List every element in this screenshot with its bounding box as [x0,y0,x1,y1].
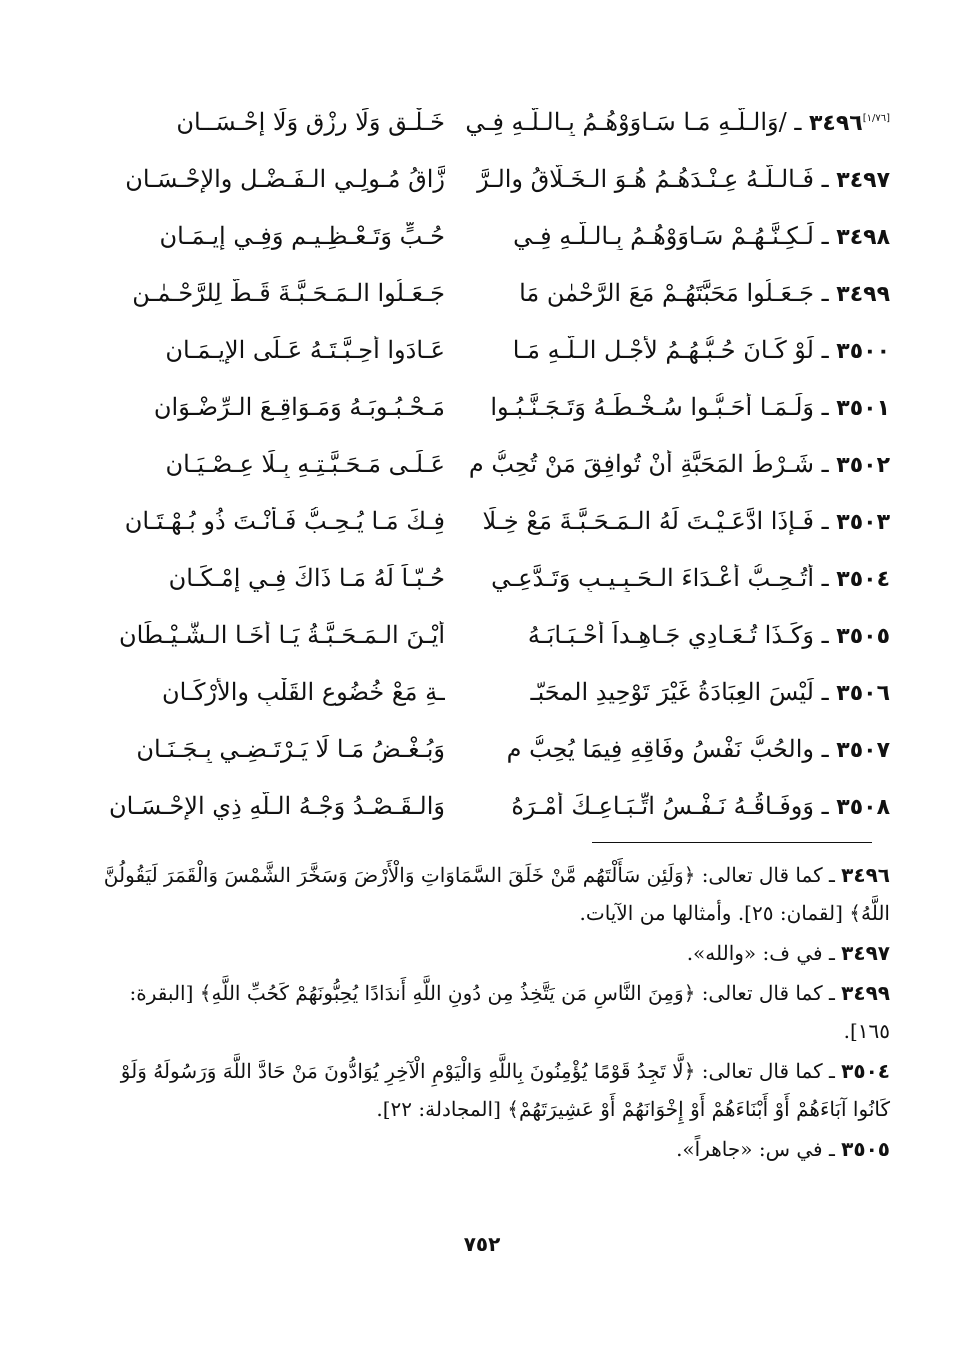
footnote-number: ٣٤٩٧ [841,941,890,965]
poem-verses [70,102,890,843]
footnote: ٣٤٩٦ ـ كما قال تعالى: ﴿وَلَئِن سَأَلْتَهُم مَّنْ خَلَقَ السَّمَاوَاتِ وَالْأَرْضَ وَسَخَّرَ الشَّمْسَ وَالْقَمَرَ لَيَقُولُنَّ اللَّهُ﴾ [لقمان: ٢٥]. وأمثالها من الآيات. [103,863,890,925]
verse-line [70,273,890,330]
first-hemistich: ٣٥٠٤ ـ أَتُـحِـبُّ أَعْـدَاءَ الـحَـبِـيـبِ وَتَـدَّعِـي [491,564,890,592]
footnote-number: ٣٤٩٦ [841,863,890,887]
first-hemistich: ٣٥٠١ ـ وَلَـمَـا أَحَـبُّـوا سُـخْـطَـهُ وَتَـجَـنَّـبُـوا [490,393,890,421]
second-hemistich: عَـلَـى مَـحَـبَّـتِـهِ بِـلَا عِـصْـيَـانِ [165,450,445,478]
footnote-number: ٣٥٠٤ [841,1059,890,1083]
second-hemistich: عَـادَوا أَحِـبَّـتَـهُ عَـلَى الإِيـمَـانِ [165,336,445,364]
first-hemistich-text: /وَالـلَّـهِ مَـا سَـاوَوْهُـمُ بِـالـلَّـهِ فِـي [465,108,787,136]
verse-number: ٣٥٠٤ [836,567,890,592]
first-hemistich: ٣٥٠٢ ـ شَـرْطُ المَحَبَّةِ أَنْ تُوافِقَ مَنْ تُحِبُّ م [468,450,890,478]
footnote-text: في س: «جاهراً». [676,1137,823,1161]
second-hemistich: وَبُـغْـضُ مَـا لَا يَـرْتَـضِـي بِـجَـنَـانِ [136,735,445,763]
verse-line [70,729,890,786]
first-hemistich-text: وَكَـذَا تُـعَـادِي جَـاهِـداً أَحْـبَـابَـهُ [527,621,814,649]
first-hemistich-text: فَـالـلَّـهُ عِـنْـدَهُـمُ هُـوَ الـخَـلَّاقُ والـرَّ [477,165,814,193]
verse-line [70,102,890,159]
footnote-number: ٣٤٩٩ [841,981,890,1005]
first-hemistich: ٣٤٩٩ ـ جَـعَـلُوا مَحَبَّتَهُـمْ مَعَ الرَّحْمٰنِ مَا [519,279,890,307]
verse-line [70,672,890,729]
footnote-number: ٣٥٠٥ [841,1137,890,1161]
first-hemistich: ٣٥٠٦ ـ لَيْسَ العِبَادَةُ غَيْرَ تَوْحِيدِ المحَبّـ [530,678,890,706]
verse-number: ٣٤٩٦ [808,111,863,136]
footnote-text: كما قال تعالى: ﴿وَمِنَ النَّاسِ مَن يَتَّخِذُ مِن دُونِ اللَّهِ أَندَادًا يُحِبُّونَهُمْ كَحُبِّ اللَّهِ﴾ [البقرة: ١٦٥]. [129,981,890,1043]
verse-line [70,558,890,615]
manuscript-reference: [١/٧٦] [862,113,890,124]
second-hemistich: خَـلْـقٍ وَلَا رِزْقٍ وَلَا إِحْـسَــانِ [176,108,445,136]
second-hemistich: جَـعَـلُوا الـمَـحَـبَّـةَ قَـطُّ لِلرَّحْـمٰـنِ [132,279,445,307]
first-hemistich-text: أَتُـحِـبُّ أَعْـدَاءَ الـحَـبِـيـبِ وَتَـدَّعِـي [491,564,814,592]
first-hemistich: ٣٤٩٧ ـ فَـالـلَّـهُ عِـنْـدَهُـمُ هُـوَ الـخَـلَّاقُ والـرَّ [477,165,890,193]
footnote-divider [592,842,872,843]
footnote: ٣٥٠٥ ـ في س: «جاهراً». [676,1137,890,1161]
second-hemistich: زَّاقُ مُـولِـي الـفَـضْـلِ والإِحْـسَـانِ [125,165,445,193]
first-hemistich: [١/٧٦]٣٤٩٦ ـ /وَالـلَّـهِ مَـا سَـاوَوْهُـمُ بِـالـلَّـهِ فِـي [465,108,890,136]
first-hemistich-text: وَلَـمَـا أَحَـبُّـوا سُـخْـطَـهُ وَتَـجَـنَّـبُـوا [490,393,814,421]
verse-number: ٣٥٠٢ [836,453,890,478]
verse-line [70,330,890,387]
first-hemistich: ٣٤٩٨ ـ لَـكِـنَّـهُـمْ سَـاوَوْهُـمُ بِـالـلَّـهِ فِـي [513,222,890,250]
verse-number: ٣٥٠٦ [836,681,890,706]
second-hemistich: مَـحْـبُـوبَـهُ وَمَـوَاقِـعَ الـرِّضْـوَانِ [153,393,445,421]
first-hemistich-text: لَـكِـنَّـهُـمْ سَـاوَوْهُـمُ بِـالـلَّـهِ فِـي [513,222,814,250]
verse-number: ٣٤٩٨ [836,225,890,250]
verse-line [70,159,890,216]
footnote-text: كما قال تعالى: ﴿وَلَئِن سَأَلْتَهُم مَّنْ خَلَقَ السَّمَاوَاتِ وَالْأَرْضَ وَسَخَّرَ الشَّمْسَ وَالْقَمَرَ لَيَقُولُنَّ اللَّهُ﴾ [لقمان: ٢٥]. وأمثالها من الآيات. [103,863,890,925]
footnotes [78,856,890,1170]
footnote: ٣٥٠٤ ـ كما قال تعالى: ﴿لَّا تَجِدُ قَوْمًا يُؤْمِنُونَ بِاللَّهِ وَالْيَوْمِ الْآخِرِ يُوَادُّونَ مَنْ حَادَّ اللَّهَ وَرَسُولَهُ وَلَوْ كَانُوا آبَاءَهُمْ أَوْ أَبْنَاءَهُمْ أَوْ إِخْوَانَهُمْ أَوْ عَشِيرَتَهُمْ﴾ [المجادلة: ٢٢]. [120,1059,890,1121]
first-hemistich: ٣٥٠٨ ـ وَوِفَـاقُـهُ نَـفْـسُ اتِّـبَـاعِـكَ أَمْـرَهُ [511,792,890,820]
first-hemistich: ٣٥٠٧ ـ والحُبُّ نَفْسُ وِفَاقِهِ فِيمَا يُحِبُّ م [506,735,890,763]
first-hemistich-text: والحُبُّ نَفْسُ وِفَاقِهِ فِيمَا يُحِبُّ م [506,735,814,763]
page-number: ٧٥٢ [463,1232,501,1256]
verse-line [70,786,890,843]
second-hemistich: حُـبّـاً لَهُ مَـا ذَاكَ فِـي إِمْـكَـانِ [168,564,445,592]
verse-number: ٣٥٠٣ [836,510,890,535]
verse-line [70,387,890,444]
first-hemistich-text: شَـرْطُ المَحَبَّةِ أَنْ تُوافِقَ مَنْ تُحِبُّ م [468,450,814,478]
verse-line [70,444,890,501]
first-hemistich-text: جَـعَـلُوا مَحَبَّتَهُـمْ مَعَ الرَّحْمٰنِ مَا [519,279,814,307]
first-hemistich-text: لَوْ كَـانَ حُـبُّـهُـمُ لأَجْـلِ الـلَّـهِ مَـا [512,336,814,364]
first-hemistich: ٣٥٠٥ ـ وَكَـذَا تُـعَـادِي جَـاهِـداً أَحْـبَـابَـهُ [527,621,890,649]
verse-line [70,615,890,672]
footnote-text: في ف: «والله». [686,941,823,965]
verse-number: ٣٥٠٠ [836,339,890,364]
verse-line [70,216,890,273]
verse-number: ٣٥٠١ [836,396,890,421]
verse-number: ٣٥٠٧ [836,738,890,763]
footnote-text: كما قال تعالى: ﴿لَّا تَجِدُ قَوْمًا يُؤْمِنُونَ بِاللَّهِ وَالْيَوْمِ الْآخِرِ يُوَادُّونَ مَنْ حَادَّ اللَّهَ وَرَسُولَهُ وَلَوْ كَانُوا آبَاءَهُمْ أَوْ أَبْنَاءَهُمْ أَوْ إِخْوَانَهُمْ أَوْ عَشِيرَتَهُمْ﴾ [المجادلة: ٢٢]. [120,1059,890,1121]
first-hemistich: ٣٥٠٣ ـ فَـإِذَا ادَّعَـيْـتَ لَهُ الـمَـحَـبَّـةَ مَعْ خِـلَا [482,507,890,535]
verse-number: ٣٥٠٥ [836,624,890,649]
first-hemistich: ٣٥٠٠ ـ لَوْ كَـانَ حُـبُّـهُـمُ لأَجْـلِ الـلَّـهِ مَـا [512,336,890,364]
second-hemistich: حُـبٍّ وَتَـعْـظِـيـمٍ وَفِـي إِيـمَـانِ [159,222,445,250]
second-hemistich: وَالـقَـصْـدُ وَجْـهُ الـلَّهِ ذِي الإِحْـسَـانِ [109,792,445,820]
footnote: ٣٤٩٧ ـ في ف: «والله». [686,941,890,965]
first-hemistich-text: فَـإِذَا ادَّعَـيْـتَ لَهُ الـمَـحَـبَّـةَ مَعْ خِـلَا [482,507,814,535]
verse-number: ٣٤٩٩ [836,282,890,307]
first-hemistich-text: لَيْسَ العِبَادَةُ غَيْرَ تَوْحِيدِ المحَبّـ [530,678,814,706]
second-hemistich: فِـكَ مَـا يُـحِـبُّ فَـأَنْـتَ ذُو بُـهْـتَـانِ [124,507,445,535]
first-hemistich-text: وَوِفَـاقُـهُ نَـفْـسُ اتِّـبَـاعِـكَ أَمْـرَهُ [511,792,814,820]
verse-number: ٣٥٠٨ [836,795,890,820]
verse-line [70,501,890,558]
verse-number: ٣٤٩٧ [836,168,890,193]
footnote: ٣٤٩٩ ـ كما قال تعالى: ﴿وَمِنَ النَّاسِ مَن يَتَّخِذُ مِن دُونِ اللَّهِ أَندَادًا يُحِبُّونَهُمْ كَحُبِّ اللَّهِ﴾ [البقرة: ١٦٥]. [129,981,890,1043]
second-hemistich: ـةِ مَعْ خُضُوعِ القَلْبِ والأَرْكَـانِ [162,678,445,706]
second-hemistich: أَيْـنَ الـمَـحَـبَّـةُ يَـا أَخَـا الـشَّـيْـطَانِ [119,621,445,649]
